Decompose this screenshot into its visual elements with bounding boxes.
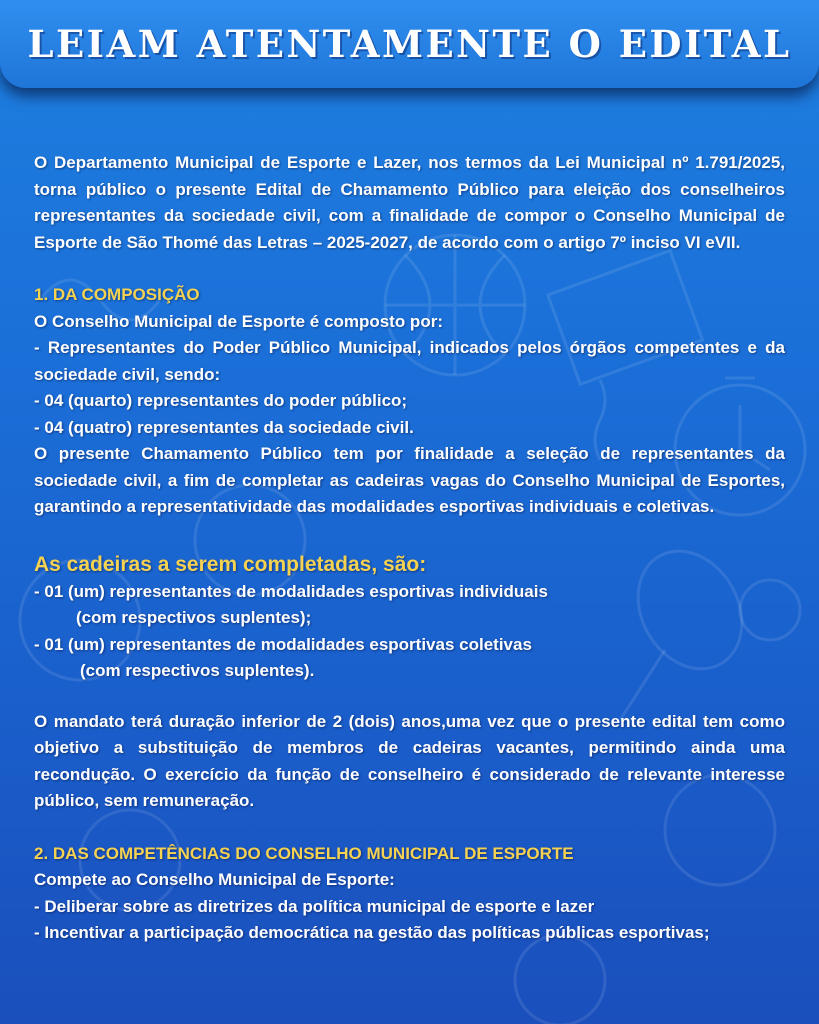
section1-line: - 04 (quarto) representantes do poder público; [34, 391, 408, 410]
mandate-paragraph: O mandato terá duração inferior de 2 (dois) anos,uma vez que o presente edital tem como objetivo a substituição de membros de cadeiras vacantes, permitindo ainda uma recondução. O exercício da função de conselheiro é considerado de relevante interesse público, sem remuneração. [34, 711, 785, 810]
page-title: LEIAM ATENTAMENTE O EDITAL [27, 22, 792, 66]
intro-paragraph: O Departamento Municipal de Esporte e Lazer, nos termos da Lei Municipal nº 1.791/2025, torna público o presente Edital de Chamamento Público para eleição dos conselheiros representantes da sociedade civil, com a finalidade de compor o Conselho Municipal de Esporte de São Thomé das Letras – 2025-2027, de acordo com o artigo 7º inciso VI eVII. [34, 153, 785, 252]
chairs-title: As cadeiras a serem completadas, são: [34, 552, 427, 576]
chairs-item-sub: (com respectivos suplentes). [80, 661, 315, 680]
title-banner [0, 0, 819, 88]
section2-line: Compete ao Conselho Municipal de Esporte: [34, 870, 395, 889]
section2-line: - Deliberar sobre as diretrizes da política municipal de esporte e lazer [34, 896, 595, 916]
section1-title: 1. DA COMPOSIÇÃO [34, 285, 200, 304]
section1-line: O Conselho Municipal de Esporte é composto por: [34, 311, 443, 331]
section1-line: - Representantes do Poder Público Municipal, indicados pelos órgãos competentes e da sociedade civil, sendo: [34, 338, 785, 384]
chairs-item: - 01 (um) representantes de modalidades esportivas individuais [34, 581, 548, 601]
section2-title: 2. DAS COMPETÊNCIAS DO CONSELHO MUNICIPAL DE ESPORTE [34, 843, 574, 863]
edital-body [34, 150, 785, 947]
section1-line: - 04 (quatro) representantes da sociedade civil. [34, 417, 414, 437]
section2-line: - Incentivar a participação democrática na gestão das políticas públicas esportivas; [34, 923, 710, 942]
section1-paragraph: O presente Chamamento Público tem por finalidade a seleção de representantes da sociedade civil, a fim de completar as cadeiras vagas do Conselho Municipal de Esportes, garantindo a representatividade das modalidades esportivas individuais e coletivas. [34, 444, 785, 516]
chairs-item: - 01 (um) representantes de modalidades esportivas coletivas [34, 634, 532, 654]
chairs-item-sub: (com respectivos suplentes); [76, 608, 312, 627]
trophy-icon [515, 935, 605, 1024]
